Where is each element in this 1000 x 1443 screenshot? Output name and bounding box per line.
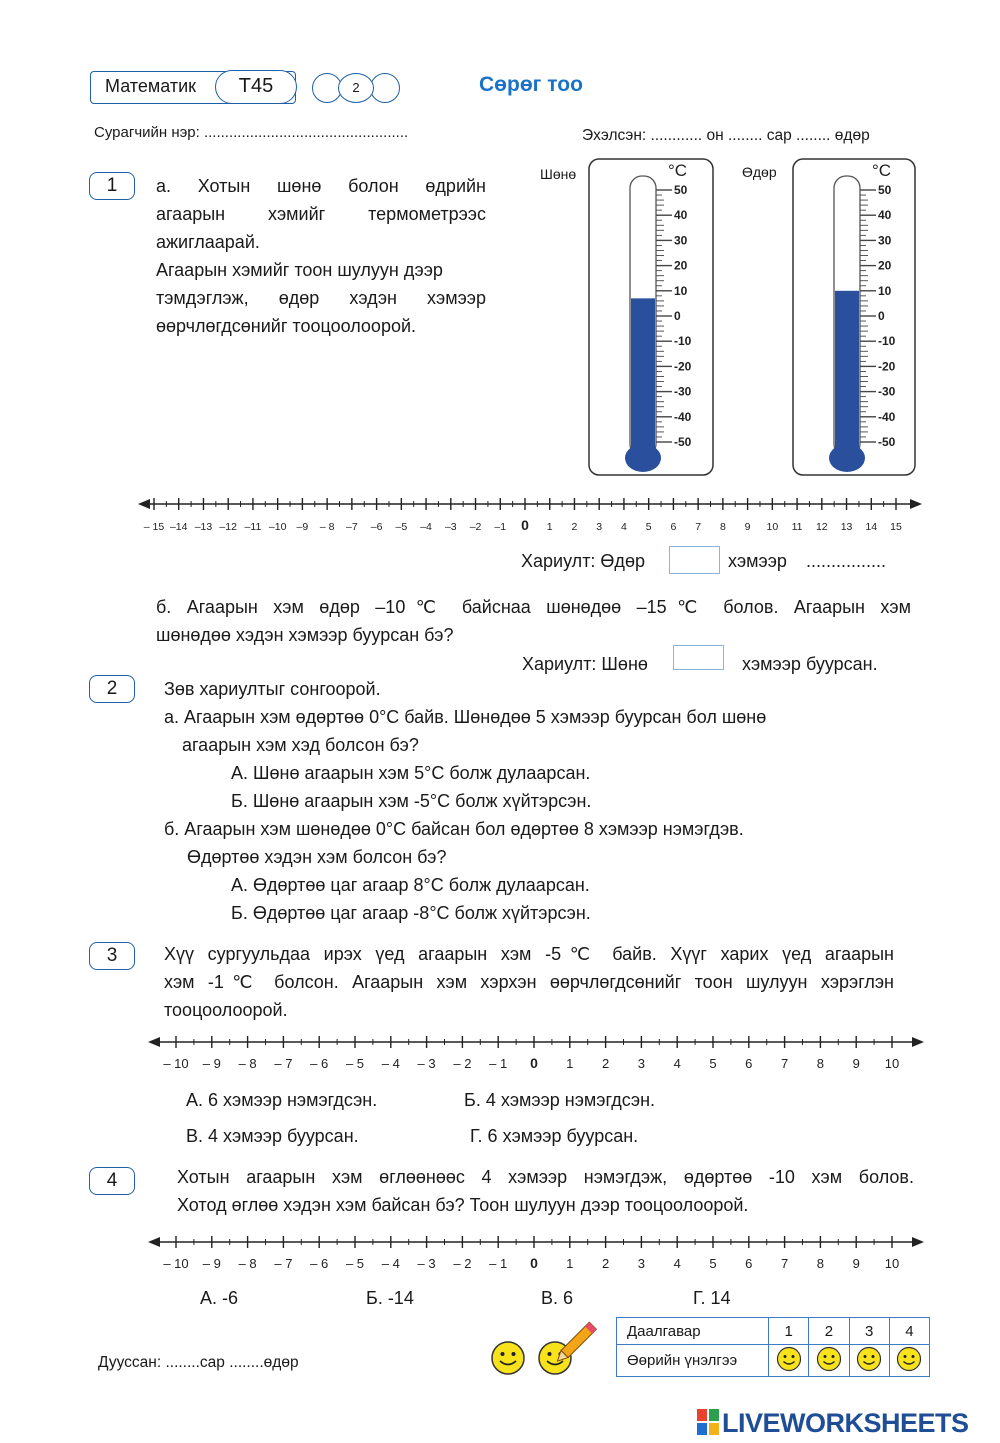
task4-line-2: Хотод өглөө хэдэн хэм байсан бэ? Тоон шулуун дээр тооцоолоорой. [177, 1195, 749, 1215]
grade-cell[interactable] [849, 1345, 889, 1377]
thermometer-unit: °C [668, 161, 688, 180]
start-date-field[interactable]: Эхэлсэн: ............ он ........ сар ........ өдөр [582, 127, 870, 144]
thermometer-tick-label: -30 [674, 384, 692, 399]
number-line-label: 12 [815, 521, 828, 533]
number-line-label: – 8 [238, 1256, 257, 1271]
number-line-label: – 10 [163, 1256, 189, 1271]
number-line-label: 11 [791, 521, 803, 533]
number-line-label: 10 [884, 1256, 900, 1271]
answer-a-suffix: хэмээр [728, 551, 787, 571]
task2-b-option-1[interactable]: А. Өдөртөө цаг агаар 8°C болж дулаарсан. [231, 875, 590, 895]
subject-label: Математик [105, 76, 197, 96]
answer-b-suffix: хэмээр буурсан. [742, 654, 878, 674]
number-line-label: – 5 [345, 1056, 365, 1071]
grade-col-4: 4 [889, 1318, 929, 1345]
number-line-label: 5 [645, 521, 652, 533]
number-line-label: – 4 [381, 1056, 400, 1071]
thermometer-tick-label: 20 [878, 258, 892, 273]
task3-option-b[interactable]: Б. 4 хэмээр нэмэгдсэн. [464, 1090, 656, 1110]
thermometer-unit: °C [872, 161, 892, 180]
number-line-label: –5 [395, 521, 408, 533]
thermometer-tick-label: 0 [878, 309, 885, 323]
task2-a-question-1: а. Агаарын хэм өдөртөө 0°C байв. Шөнөдөө 5 хэмээр буурсан бол шөнө [164, 707, 767, 727]
number-line-label: – 1 [489, 1256, 508, 1271]
number-line-label: –2 [469, 521, 482, 533]
thermometer-tick-label: 50 [674, 183, 688, 197]
answer-a-prefix: Хариулт: Өдөр [521, 551, 645, 571]
number-line-label: –4 [420, 521, 432, 533]
number-line-label: 8 [816, 1056, 825, 1071]
number-line-label: 4 [621, 521, 627, 533]
arrow-right-icon [910, 499, 922, 509]
thermometer-tick-label: -40 [674, 409, 692, 424]
number-line-label: – 8 [238, 1056, 257, 1071]
thermometer-tick-label: -50 [674, 435, 692, 449]
grade-col-1: 1 [769, 1318, 809, 1345]
page-title: Сөрөг тоо [479, 73, 583, 96]
task3-option-c[interactable]: В. 4 хэмээр буурсан. [186, 1126, 359, 1146]
task3-option-d[interactable]: Г. 6 хэмээр буурсан. [470, 1126, 639, 1146]
smiley-icon [490, 1340, 526, 1376]
task3-line-1: Хүү сургуульдаа ирэх үед агаарын хэм -5℃ байв. Хүүг харих үед агаарын [164, 944, 894, 964]
thermometer-fill [835, 291, 859, 448]
number-line-label: –11 [244, 521, 262, 533]
task1-line-a2: агаарын хэмийг термометрээс [156, 204, 486, 224]
task1-line-a6: өөрчлөгдсөнийг тооцоолоорой. [156, 316, 417, 336]
thermometer-tick-label: 10 [878, 283, 892, 298]
task4-option-a[interactable]: А. -6 [200, 1288, 239, 1308]
header-bar [90, 71, 296, 104]
number-line-1 [138, 492, 922, 538]
thermometer-tick-label: -20 [878, 359, 896, 374]
task2-b-option-2[interactable]: Б. Өдөртөө цаг агаар -8°C болж хүйтэрсэн. [231, 903, 591, 923]
smiley-icon [776, 1346, 802, 1372]
thermometer-label-day: Өдөр [742, 164, 777, 180]
number-line-label: 8 [816, 1256, 825, 1271]
number-line-label: 1 [566, 1056, 574, 1071]
number-line-label: 7 [695, 521, 702, 533]
number-line-label: – 3 [417, 1056, 436, 1071]
task3-line-3: тооцоолоорой. [164, 1000, 288, 1020]
number-line-label: 5 [709, 1256, 717, 1271]
number-line-label: 3 [637, 1056, 646, 1071]
number-line-label: – 4 [381, 1256, 400, 1271]
thermometer-tick-label: -30 [878, 384, 896, 399]
number-line-label: 0 [530, 1055, 538, 1071]
thermometer-tick-label: 40 [674, 208, 688, 223]
grade-cell[interactable] [809, 1345, 849, 1377]
thermometer-tick-label: 10 [674, 283, 688, 298]
number-line-label: 5 [709, 1056, 717, 1071]
number-line-label: 9 [852, 1056, 860, 1071]
number-line-label: 6 [670, 521, 677, 533]
number-line-label: 4 [673, 1056, 681, 1071]
thermometer-tick-label: -10 [878, 334, 896, 349]
task2-a-option-1[interactable]: А. Шөнө агаарын хэм 5°C болж дулаарсан. [231, 763, 591, 783]
grade-cell[interactable] [889, 1345, 929, 1377]
grade-row-label: Өөрийн үнэлгээ [617, 1345, 769, 1377]
number-line-label: –3 [444, 521, 457, 533]
number-line-label: – 8 [319, 521, 335, 533]
task2-a-question-2: агаарын хэм хэд болсон бэ? [182, 735, 419, 755]
number-line-label: – 10 [163, 1056, 189, 1071]
number-line-label: –9 [296, 521, 309, 533]
smiley-pencil-icon [536, 1318, 600, 1378]
task-number-badge: 4 [89, 1167, 135, 1195]
number-line-label: 15 [890, 521, 902, 533]
task-number-badge: 3 [89, 942, 135, 970]
task2-b-question-2: Өдөртөө хэдэн хэм болсон бэ? [187, 847, 447, 867]
task4-option-b[interactable]: Б. -14 [366, 1288, 414, 1308]
thermometer-tick-label: 30 [878, 233, 892, 248]
student-name-field[interactable]: Сурагчийн нэр: ................................................. [94, 124, 409, 141]
arrow-left-icon [138, 499, 150, 509]
arrow-left-icon [148, 1237, 160, 1247]
thermometer-day [792, 158, 916, 476]
task2-intro: Зөв хариултыг сонгоорой. [164, 679, 381, 699]
number-line-label: 6 [745, 1256, 753, 1271]
answer-a-dots[interactable]: ................ [806, 551, 887, 571]
code-pill [215, 70, 297, 104]
number-line-label: – 9 [202, 1056, 221, 1071]
number-line-3 [148, 1030, 924, 1076]
thermometer-tick-label: -40 [878, 409, 896, 424]
level-indicator [312, 73, 400, 103]
number-line-4 [148, 1230, 924, 1276]
grade-col-3: 3 [849, 1318, 889, 1345]
number-line-label: 9 [852, 1256, 860, 1271]
task4-option-c[interactable]: В. 6 [541, 1288, 574, 1308]
number-line-label: –13 [194, 521, 213, 533]
thermometer-tick-label: -10 [674, 334, 692, 349]
number-line-label: – 2 [453, 1256, 472, 1271]
thermometer-bulb [625, 444, 661, 472]
thermometer-bulb [829, 444, 865, 472]
number-line-label: 0 [521, 517, 529, 533]
number-line-label: 2 [601, 1056, 610, 1071]
task2-a-option-2[interactable]: Б. Шөнө агаарын хэм -5°C болж хүйтэрсэн. [231, 791, 592, 811]
number-line-label: 10 [884, 1056, 900, 1071]
task1-line-a5: тэмдэглэж, өдөр хэдэн хэмээр [156, 288, 486, 308]
number-line-label: 2 [571, 521, 578, 533]
task1-line-a4: Агаарын хэмийг тоон шулуун дээр [156, 260, 443, 280]
grade-cell[interactable] [769, 1345, 809, 1377]
number-line-label: –6 [370, 521, 383, 533]
thermometer-tick-label: 50 [878, 183, 892, 197]
number-line-label: – 5 [345, 1256, 365, 1271]
finish-date-field[interactable]: Дуусcан: ........сар ........өдөр [98, 1354, 299, 1371]
number-line-label: 3 [596, 521, 603, 533]
number-line-label: –12 [219, 521, 237, 533]
number-line-label: – 2 [453, 1056, 472, 1071]
smiley-icon [896, 1346, 922, 1372]
number-line-label: –1 [494, 521, 507, 533]
number-line-label: 10 [766, 521, 779, 533]
number-line-label: 9 [744, 521, 751, 533]
level-number: 2 [352, 80, 360, 95]
task1-line-b1: б. Агаарын хэм өдөр –10℃ байснаа шөнөдөө –15℃ болов. Агаарын хэм [156, 597, 911, 617]
grade-header-label: Даалгавар [617, 1318, 769, 1345]
arrow-right-icon [912, 1237, 924, 1247]
thermometer-tick-label: 30 [674, 233, 688, 248]
smiley-icon [856, 1346, 882, 1372]
number-line-label: 7 [780, 1256, 789, 1271]
number-line-label: 14 [865, 521, 878, 533]
number-line-label: 6 [745, 1056, 753, 1071]
brand-name: LIVEWORKSHEETS [722, 1408, 969, 1438]
number-line-label: – 7 [274, 1256, 293, 1271]
answer-b-prefix: Хариулт: Шөнө [522, 654, 648, 674]
number-line-label: –14 [169, 521, 188, 533]
thermometer-tick-label: -20 [674, 359, 692, 374]
thermometer-night [588, 158, 714, 476]
thermometer-label-night: Шөнө [540, 166, 577, 182]
number-line-label: 1 [546, 521, 553, 533]
task3-option-a[interactable]: А. 6 хэмээр нэмэгдсэн. [186, 1090, 378, 1110]
number-line-label: – 7 [274, 1056, 293, 1071]
number-line-label: – 15 [143, 521, 165, 533]
task1-line-b2: шөнөдөө хэдэн хэмээр буурсан бэ? [156, 625, 454, 645]
number-line-label: – 6 [310, 1056, 329, 1071]
thermometer-tick-label: 20 [674, 258, 688, 273]
thermometer-tick-label: -50 [878, 435, 896, 449]
number-line-label: 1 [566, 1256, 574, 1271]
answer-b-box[interactable] [673, 645, 724, 670]
thermometer-fill [631, 298, 655, 448]
arrow-left-icon [148, 1037, 160, 1047]
task-number-badge: 1 [89, 172, 135, 200]
task1-line-a3: ажиглаарай. [156, 232, 260, 252]
number-line-label: –10 [268, 521, 287, 533]
number-line-label: 3 [637, 1256, 646, 1271]
number-line-label: – 1 [489, 1056, 508, 1071]
task-number-badge: 2 [89, 675, 135, 703]
self-assessment-table [616, 1317, 930, 1377]
thermometer-tick-label: 0 [674, 309, 681, 323]
number-line-label: – 6 [310, 1256, 329, 1271]
number-line-label: 7 [780, 1056, 789, 1071]
thermometer-tick-label: 40 [878, 208, 892, 223]
brand-icon [697, 1409, 719, 1435]
grade-col-2: 2 [809, 1318, 849, 1345]
number-line-label: 13 [840, 521, 853, 533]
number-line-label: 4 [673, 1256, 681, 1271]
answer-a-box[interactable] [669, 546, 720, 574]
number-line-label: – 9 [202, 1256, 221, 1271]
number-line-label: – 3 [417, 1256, 436, 1271]
number-line-label: 2 [601, 1256, 610, 1271]
task1-line-a1: а. Хотын шөнө болон өдрийн [156, 176, 486, 196]
number-line-label: –7 [346, 521, 358, 533]
task2-b-question-1: б. Агаарын хэм шөнөдөө 0°C байсан бол өдөртөө 8 хэмээр нэмэгдэв. [164, 819, 744, 839]
task3-line-2: хэм -1℃ болсон. Агаарын хэм хэрхэн өөрчлөгдсөнийг тоон шулуун хэрэглэн [164, 972, 894, 992]
code-label: Т45 [238, 75, 274, 97]
number-line-label: 0 [530, 1255, 538, 1271]
task4-option-d[interactable]: Г. 14 [693, 1288, 731, 1308]
number-line-label: 8 [719, 521, 726, 533]
arrow-right-icon [912, 1037, 924, 1047]
task4-line-1: Хотын агаарын хэм өглөөнөөс 4 хэмээр нэмэгдэж, өдөртөө -10 хэм болов. [177, 1167, 914, 1187]
smiley-icon [816, 1346, 842, 1372]
